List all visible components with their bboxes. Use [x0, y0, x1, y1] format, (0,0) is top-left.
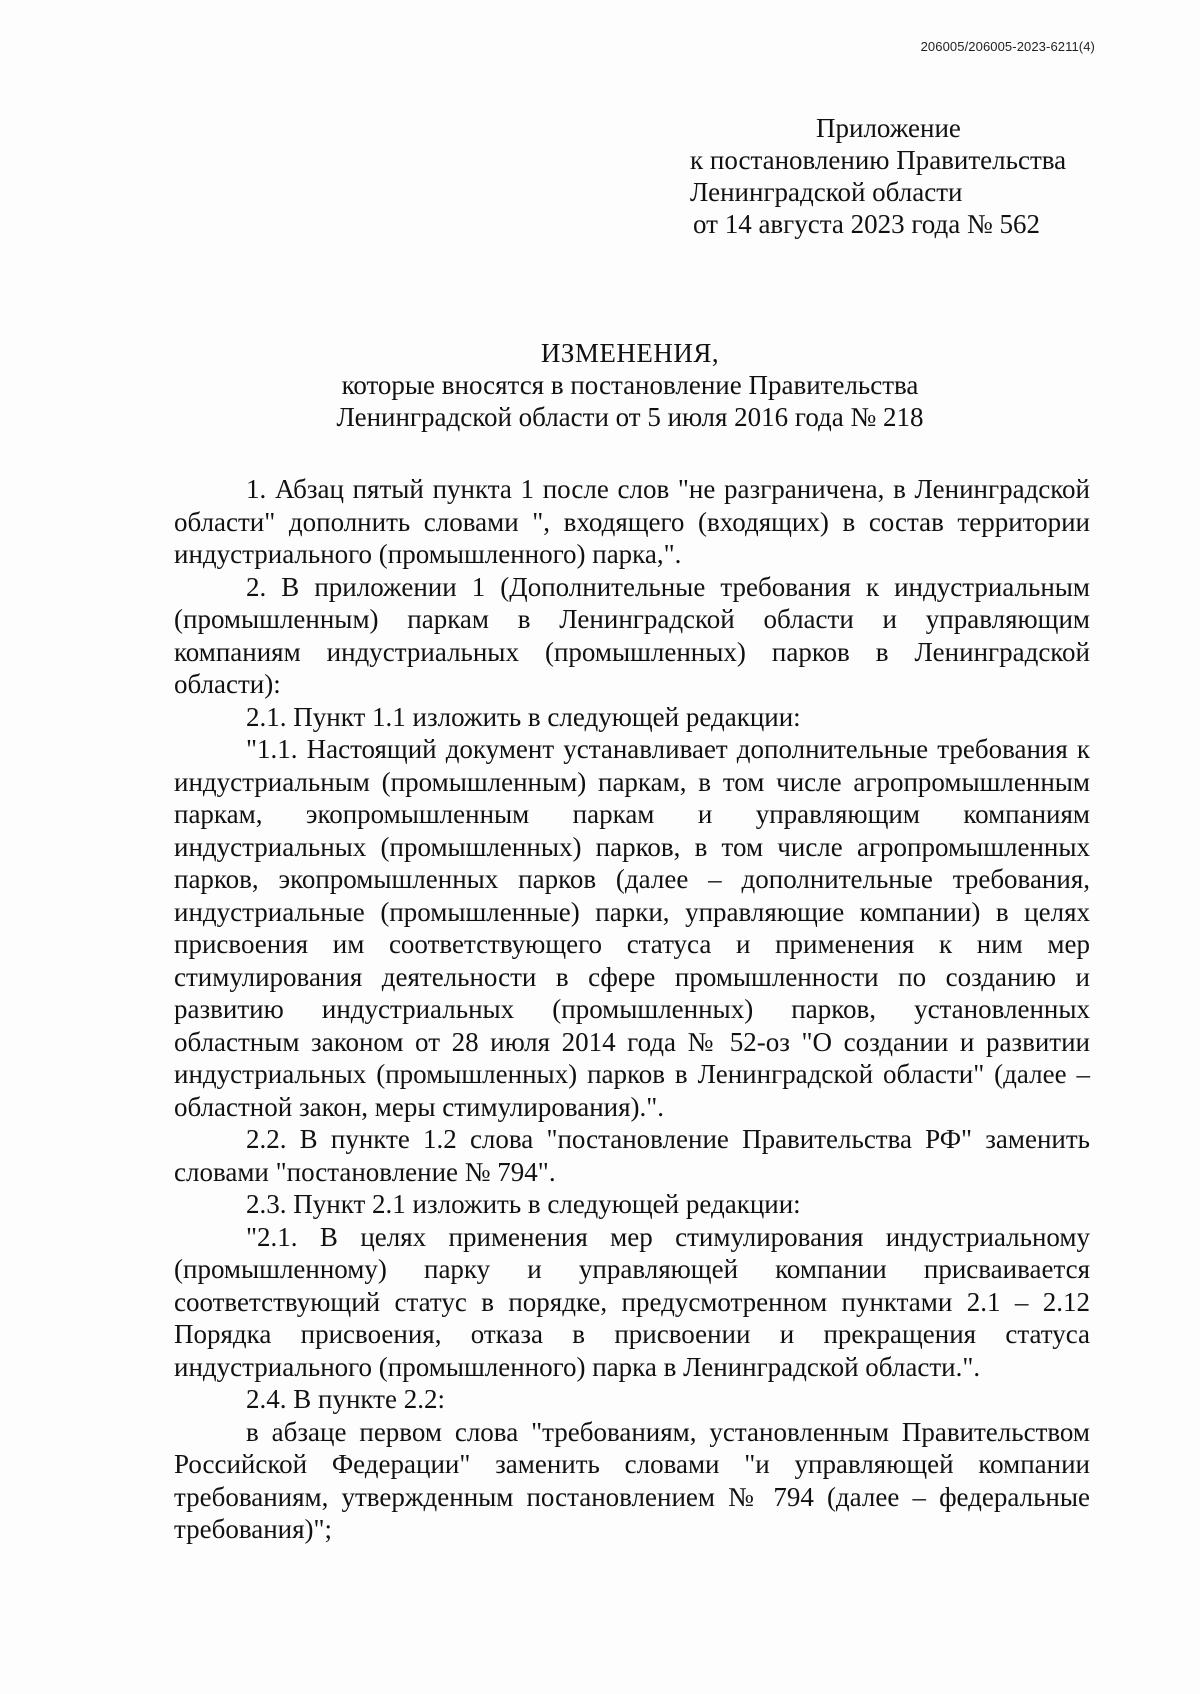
paragraph: 2.1. Пункт 1.1 изложить в следующей редакции:	[246, 701, 801, 732]
paragraph: в абзаце первом слова "требованиям, установленным Правительством Российской Федерации" заменить словами "и управляющей компании требованиям, утвержденным постановлением № 794 (далее – федеральные требования)";	[174, 1416, 1090, 1544]
paragraph: 1. Абзац пятый пункта 1 после слов "не разграничена, в Ленинградской области" дополнить словами ", входящего (входящих) в состав территории индустриального (промышленного) парка,".	[174, 474, 1090, 569]
paragraph: 2. В приложении 1 (Дополнительные требования к индустриальным (промышленным) паркам в Ленинградской области и управляющим компаниям индустриальных (промышленных) парков в Ленинградской области):	[174, 571, 1090, 699]
appendix-block	[690, 112, 1066, 240]
appendix-line-1: Приложение	[816, 113, 961, 143]
title-heading: ИЗМЕНЕНИЯ,	[540, 338, 720, 368]
document-body	[174, 473, 1090, 1546]
title-line-3: Ленинградской области от 5 июля 2016 года № 218	[336, 402, 924, 432]
appendix-line-4: от 14 августа 2023 года № 562	[693, 209, 1040, 239]
paragraph: 2.4. В пункте 2.2:	[246, 1384, 445, 1414]
appendix-line-3: Ленинградской области	[690, 177, 963, 207]
paragraph: "1.1. Настоящий документ устанавливает дополнительные требования к индустриальным (промышленным) паркам, в том числе агропромышленным паркам, экопромышленным паркам и управляющим компаниям индустриальных (промышленных) парков, в том числе агропромышленных парков, экопромышленных парков (далее – дополнительные требования, индустриальные (промышленные) парки, управляющие компании) в целях присвоения им соответствующего статуса и применения к ним мер стимулирования деятельности в сфере промышленности по созданию и развитию индустриальных (промышленных) парков, установленных областным законом от 28 июля 2014 года № 52-оз "О создании и развитии индустриальных (промышленных) парков в Ленинградской области" (далее – областной закон, меры стимулирования).".	[174, 734, 1090, 1122]
title-line-2: которые вносятся в постановление Правительства	[341, 370, 919, 400]
paragraph: 2.2. В пункте 1.2 слова "постановление Правительства РФ" заменить словами "постановление № 794".	[174, 1124, 1090, 1187]
document-title	[0, 337, 1200, 433]
appendix-line-2: к постановлению Правительства	[690, 145, 1067, 175]
document-id-stamp: 206005/206005-2023-6211(4)	[920, 39, 1095, 54]
paragraph: "2.1. В целях применения мер стимулирования индустриальному (промышленному) парку и управляющей компании присваивается соответствующий статус в порядке, предусмотренном пунктами 2.1 – 2.12 Порядка присвоения, отказа в присвоении и прекращения статуса индустриального (промышленного) парка в Ленинградской области.".	[174, 1221, 1090, 1382]
paragraph: 2.3. Пункт 2.1 изложить в следующей редакции:	[246, 1189, 801, 1219]
